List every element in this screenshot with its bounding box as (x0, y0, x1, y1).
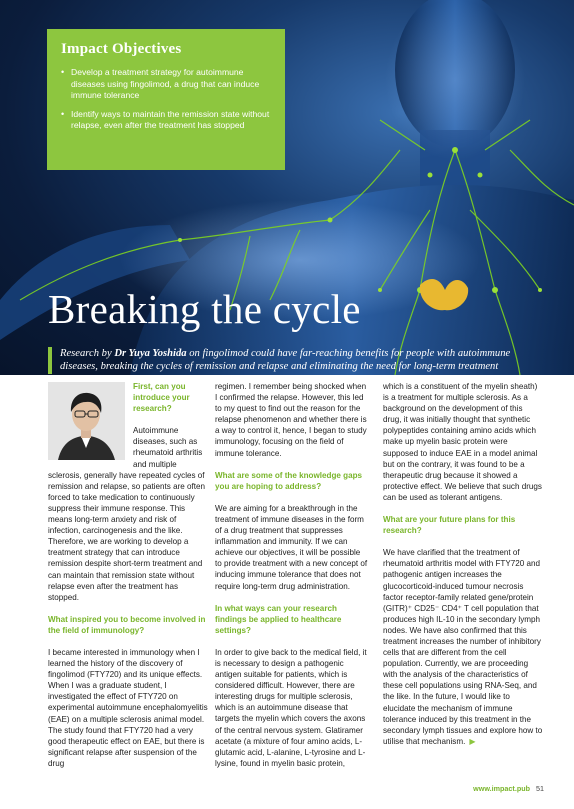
answer-paragraph: In order to give back to the medical field, it is necessary to design a pathogenic antigen suitable for patients, which is considered difficult. However, there are interesting drugs for multiple sclerosis, which is an autoimmune disease that targets the myelin which covers the axons of the central nervous system. Glatiramer acetate (a mixture of four amino acids, L-glutamic acid, L-alanine, L-tyrosine and L-lysine, found in myelin basic protein, (215, 647, 367, 768)
question-heading: What are your future plans for this research? (383, 515, 516, 536)
column-2 (215, 381, 369, 780)
impact-objectives-box (47, 29, 285, 170)
page-number: 51 (536, 784, 544, 793)
impact-objective-item: • Identify ways to maintain the remission state without relapse, even after the treatment has stopped (61, 109, 271, 132)
column-1 (48, 381, 208, 780)
impact-objectives-title: Impact Objectives (61, 41, 182, 57)
impact-objectives-list (61, 67, 271, 132)
hero-image (0, 0, 574, 375)
question-heading: What are some of the knowledge gaps you are hoping to address? (215, 470, 363, 491)
answer-paragraph: Autoimmune diseases, such as rheumatoid arthritis and multiple sclerosis, generally have repeated cycles of remission and relapse, so patients are often forced to take medication to continuously suppress their immune response. This means long-term anxiety and risk of infection, carcinogenesis and the like. Therefore, we are working to develop a treatment strategy that can introduce remission despite short-term treatment and can maintain that remission state without relapse even after the treatment has stopped. (48, 426, 206, 602)
question-heading: What inspired you to become involved in the field of immunology? (48, 614, 206, 635)
standfirst-body: on fingolimod could have far-reaching benefits for people with autoimmune diseases, breaking the cycles of remission and relapse and eliminating the need for long-term treatment (60, 348, 511, 373)
answer-paragraph: We are aiming for a breakthrough in the treatment of immune diseases in the form of a drug treatment that suppresses inflammation and immunity. If we can achieve our objectives, it will be possible to provide treatment with a new concept of inducing immune tolerance that does not require long-term drug administration. (215, 503, 368, 591)
answer-paragraph-final (383, 547, 543, 747)
question-heading: In what ways can your research findings be applied to healthcare settings? (215, 603, 342, 635)
answer-text: We have clarified that the treatment of rheumatoid arthritis model with FTY720 and pathogenic antigen increases the glucocorticoid-induced tumour necrosis factor receptor-family related gene/protein (GITR)⁺ CD25⁻ CD4⁺ T cell population that produces high IL-10 in the secondary lymph nodes. We have also confirmed that this treatment increases the number of inhibitory cells that are different from the cell population. Currently, we are proceeding with the analysis of the characteristics of these cell populations using RNA-Seq, and the like. In the future, I would like to elucidate the mechanism of immune tolerance induced by this treatment in the secondary lymph tissues and explore how to utilise that mechanism. (383, 548, 543, 746)
end-of-article-icon: ▶ (469, 736, 476, 746)
answer-paragraph: regimen. I remember being shocked when I confirmed the relapse. However, this led to my quest to find out the reason for the relapse phenomenon and whether there is a way to control it, hence, I began to study immunology, focusing on the field of immune tolerance. (215, 382, 367, 458)
answer-paragraph: I became interested in immunology when I learned the history of the discovery of fingolimod (FTY720) and its unique effects. When I was a graduate student, I investigated the effect of FTY720 on experimental autoimmune encephalomyelitis (EAE) on a multiple sclerosis animal model. The study found that FTY720 had a very good therapeutic effect on EAE, but there is significant relapse after suspension of the drug (48, 647, 208, 768)
author-portrait (48, 382, 125, 460)
impact-objective-item: • Develop a treatment strategy for autoimmune diseases using fingolimod, a drug that can induce immune tolerance (61, 67, 271, 102)
article-title: Breaking the cycle (48, 286, 361, 332)
page-footer (473, 784, 544, 793)
footer-url[interactable]: www.impact.pub (473, 784, 530, 793)
column-3 (383, 381, 543, 758)
standfirst-author: Dr Yuya Yoshida (114, 348, 187, 359)
standfirst (48, 347, 548, 374)
answer-paragraph: which is a constituent of the myelin sheath) is a treatment for multiple sclerosis. As a background on the development of this drug, it was initially thought that synthetic polypeptides containing amino acids which make up myelin basic protein were supposed to induce EAE in a model animal but on the contrary, it was found to be a therapeutic drug because it showed a protective effect. We believe that such drugs can be used as tolerant antigens. (383, 382, 542, 502)
question-heading: First, can you introduce your research? (133, 382, 190, 414)
standfirst-prefix: Research by (60, 348, 115, 359)
